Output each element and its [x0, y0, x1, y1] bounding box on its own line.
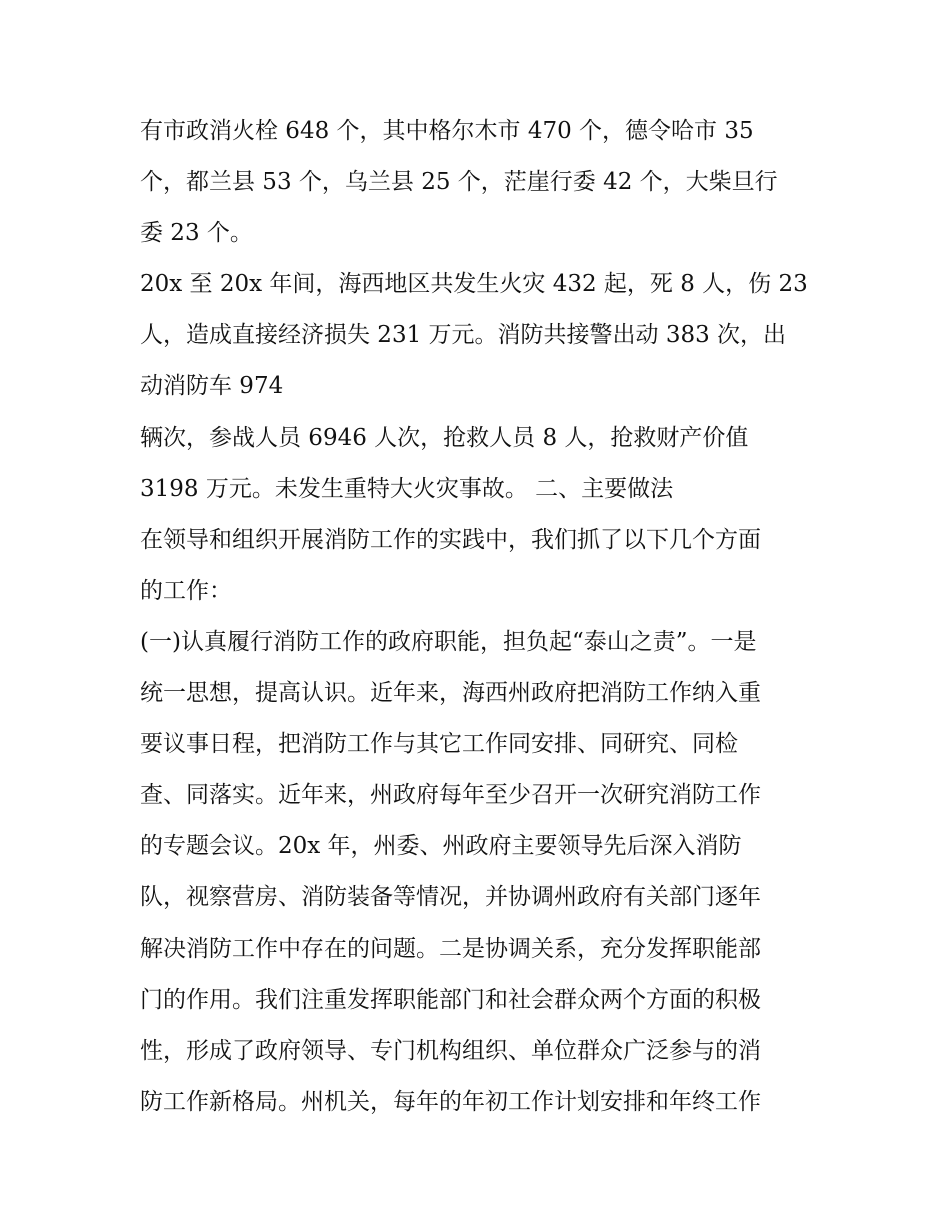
text-line: 要议事日程，把消防工作与其它工作同安排、同研究、同检: [140, 731, 738, 758]
text-line: 委 23 个。: [140, 220, 253, 247]
text-line: 个，都兰县 53 个，乌兰县 25 个，茫崖行委 42 个，大柴旦行: [140, 169, 778, 196]
text-line: 防工作新格局。州机关，每年的年初工作计划安排和年终工作: [140, 1088, 761, 1115]
text-line: 查、同落实。近年来，州政府每年至少召开一次研究消防工作: [140, 782, 761, 809]
text-line: 有市政消火栓 648 个，其中格尔木市 470 个，德令哈市 35: [140, 118, 754, 144]
text-line: 队，视察营房、消防装备等情况，并协调州政府有关部门逐年: [140, 884, 761, 911]
text-line: 的工作：: [140, 577, 232, 604]
text-line: 性，形成了政府领导、专门机构组织、单位群众广泛参与的消: [140, 1037, 761, 1064]
text-line: 解决消防工作中存在的问题。二是协调关系，充分发挥职能部: [140, 935, 761, 962]
text-line: (一)认真履行消防工作的政府职能，担负起“泰山之责”。一是: [140, 628, 757, 655]
text-line: 的专题会议。20x 年，州委、州政府主要领导先后深入消防: [140, 833, 742, 860]
text-line: 辆次，参战人员 6946 人次，抢救人员 8 人，抢救财产价值: [140, 424, 749, 451]
text-line: 20x 至 20x 年间，海西地区共发生火灾 432 起，死 8 人，伤 23: [140, 271, 808, 298]
text-line: 门的作用。我们注重发挥职能部门和社会群众两个方面的积极: [140, 986, 761, 1013]
text-line: 在领导和组织开展消防工作的实践中，我们抓了以下几个方面: [140, 526, 761, 553]
body-text: [140, 109, 820, 1131]
text-line: 3198 万元。未发生重特大火灾事故。 二、主要做法: [140, 475, 674, 502]
text-line: 人，造成直接经济损失 231 万元。消防共接警出动 383 次，出: [140, 322, 787, 349]
text-line: 统一思想，提高认识。近年来，海西州政府把消防工作纳入重: [140, 680, 761, 707]
text-line: 动消防车 974: [140, 373, 284, 400]
